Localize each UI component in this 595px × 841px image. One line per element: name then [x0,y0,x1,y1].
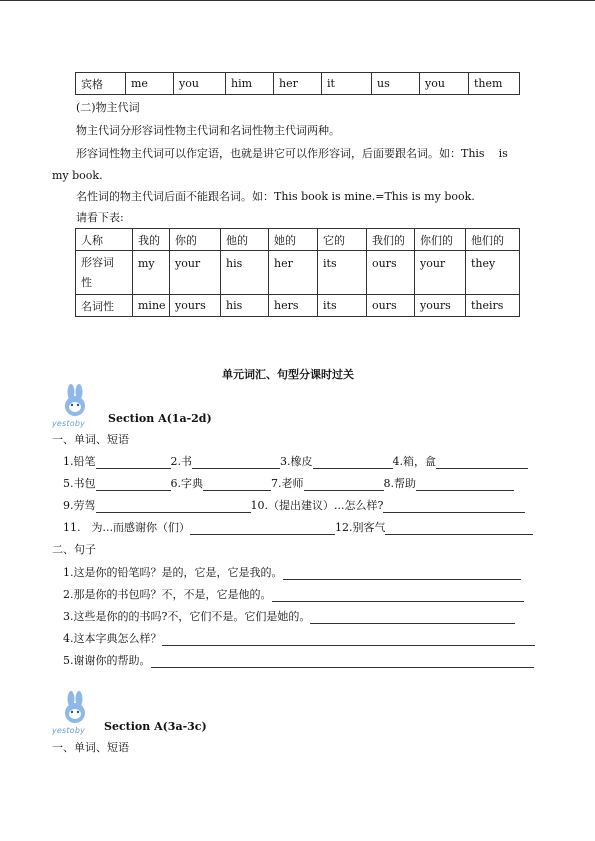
bunny-icon [62,691,88,725]
yestoby-logo [52,691,98,735]
answer-blank[interactable] [283,568,521,580]
paragraph-4: 请看下表: [76,211,124,224]
table-cell: mine [133,295,170,317]
table-row-label [76,251,133,295]
section-a1-part1-heading: 一、单词、短语 [52,433,129,446]
word-prompt: 6.字典 [170,477,203,490]
possessive-pronoun-table [75,228,520,317]
table-cell: ours [367,295,415,317]
table-cell: his [221,295,269,317]
table-cell: you [420,73,469,95]
word-prompt: 9.劳驾 [63,499,96,512]
table-header-row [76,229,520,251]
word-prompt: 12.别客气 [334,521,386,534]
table-header-cell: 人称 [76,229,133,251]
bunny-icon [62,384,88,418]
table-row-label-line: 性 [81,275,92,289]
sentence-row-1 [63,566,543,580]
table-cell: it [322,73,372,95]
section-a2-title: Section A(3a-3c) [104,720,207,733]
word-prompt: 7.老师 [271,477,304,490]
table-cell: ours [367,251,415,295]
word-prompt: 10.（提出建议）...怎么样? [250,499,384,512]
answer-blank[interactable] [192,457,280,469]
table-cell-label: 宾格 [76,73,126,95]
answer-blank[interactable] [151,656,534,668]
answer-blank[interactable] [416,479,514,491]
table-header-cell: 它的 [318,229,367,251]
words-row-4 [63,521,543,535]
table-row [76,73,520,95]
answer-blank[interactable] [96,501,251,513]
answer-blank[interactable] [96,457,171,469]
table-cell: her [274,73,322,95]
table-cell: us [372,73,420,95]
table-cell: they [466,251,520,295]
words-row-1 [63,455,543,469]
paragraph-3: 名性词的物主代词后面不能跟名词。如：This book is mine.=This is my book. [76,190,475,203]
table-header-cell: 他的 [221,229,269,251]
brand-text: yestoby [52,726,86,735]
answer-blank[interactable] [310,612,515,624]
answer-blank[interactable] [272,590,524,602]
sentence-prompt: 1.这是你的铅笔吗？是的，它是，它是我的。 [63,566,283,579]
table-cell: them [469,73,520,95]
words-row-2 [63,477,543,491]
table-cell: hers [269,295,318,317]
sentence-row-5 [63,654,543,668]
table-cell: him [226,73,274,95]
answer-blank[interactable] [383,501,525,513]
table-header-cell: 你们的 [415,229,466,251]
yestoby-logo [52,384,98,428]
table-header-cell: 你的 [170,229,221,251]
page-top-border [0,0,595,1]
answer-blank[interactable] [385,523,533,535]
table-cell: yours [415,295,466,317]
sentence-row-4 [63,632,543,646]
table-header-cell: 我的 [133,229,170,251]
paragraph-2-line-2: my book. [52,169,103,182]
word-prompt: 11. 为...而感谢你（们） [63,521,190,534]
sentence-row-3 [63,610,543,624]
sentence-prompt: 4.这本字典怎么样？ [63,632,162,645]
brand-text: yestoby [52,419,86,428]
answer-blank[interactable] [96,479,171,491]
answer-blank[interactable] [313,457,393,469]
table-row-adjectival [76,251,520,295]
table-cell: your [170,251,221,295]
section-a1-part2-heading: 二、句子 [52,543,96,556]
sentence-prompt: 3.这些是你的的书吗?不，它们不是。它们是她的。 [63,610,311,623]
sentence-prompt: 2.那是你的书包吗？不，不是，它是他的。 [63,588,272,601]
table-header-cell: 她的 [269,229,318,251]
table-cell: yours [170,295,221,317]
table-header-cell: 我们的 [367,229,415,251]
word-prompt: 4.箱，盒 [392,455,436,468]
word-prompt: 3.橡皮 [280,455,313,468]
paragraph-2-line-1: 形容词性物主代词可以作定语，也就是讲它可以作形容词，后面要跟名词。如：This is [76,147,508,160]
section-a1-title: Section A(1a-2d) [108,412,212,425]
table-cell: its [318,295,367,317]
table-header-cell: 他们的 [466,229,520,251]
answer-blank[interactable] [190,523,335,535]
word-prompt: 1.铅笔 [63,455,96,468]
table-row-nominal [76,295,520,317]
table-cell: your [415,251,466,295]
section-a2-part1-heading: 一、单词、短语 [52,741,129,754]
word-prompt: 5.书包 [63,477,96,490]
table-cell: theirs [466,295,520,317]
table-cell: her [269,251,318,295]
table-cell: its [318,251,367,295]
answer-blank[interactable] [203,479,271,491]
objective-case-table [75,72,520,95]
word-prompt: 8.帮助 [383,477,416,490]
table-cell: me [126,73,174,95]
section-two-title: (二)物主代词 [76,101,140,114]
answer-blank[interactable] [436,457,528,469]
paragraph-1: 物主代词分形容词性物主代词和名词性物主代词两种。 [76,124,340,137]
answer-blank[interactable] [162,634,535,646]
answer-blank[interactable] [304,479,384,491]
sentence-prompt: 5.谢谢你的帮助。 [63,654,151,667]
words-row-3 [63,499,543,513]
unit-title: 单元词汇、句型分课时过关 [222,368,354,381]
table-cell: his [221,251,269,295]
word-prompt: 2.书 [170,455,192,468]
sentence-row-2 [63,588,543,602]
table-row-label-line: 形容词 [81,255,114,269]
table-cell: you [174,73,226,95]
table-cell: my [133,251,170,295]
table-row-label: 名词性 [76,295,133,317]
